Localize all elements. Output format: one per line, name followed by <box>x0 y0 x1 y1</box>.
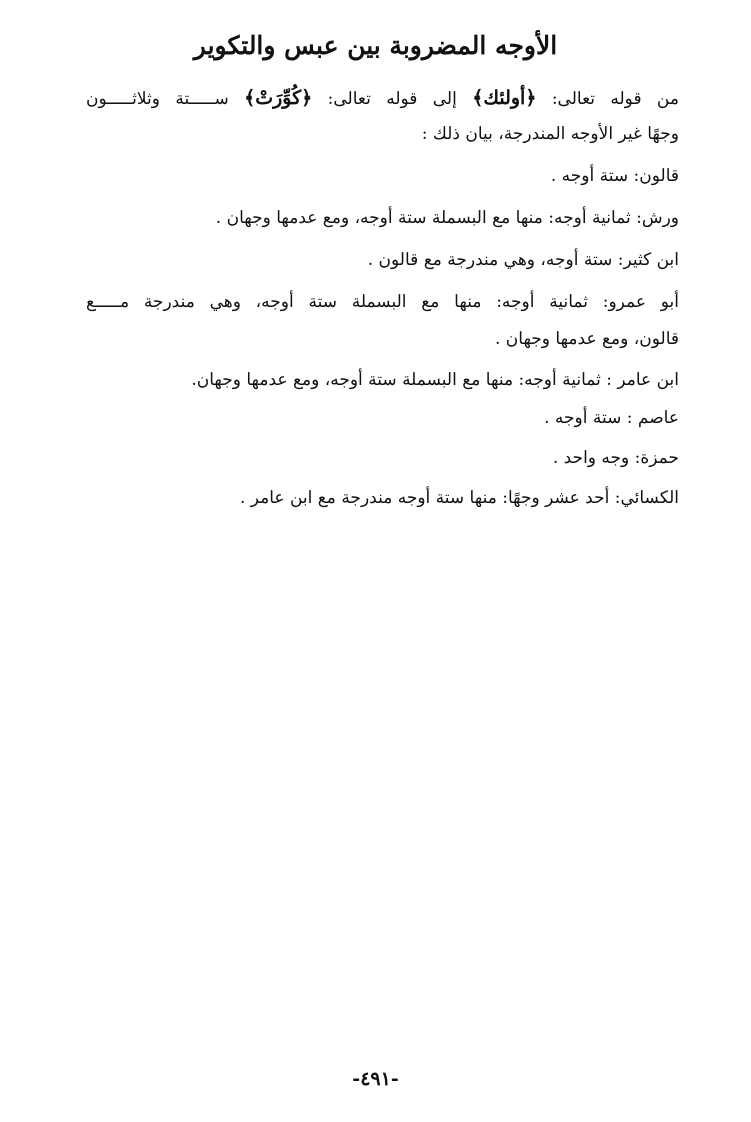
text-line-ibn-amir: ابن عامر : ثمانية أوجه: منها مع البسملة ستة أوجه، ومع عدمها وجهان. <box>191 370 679 390</box>
intro-text-part-2: إلى قوله تعالى: <box>312 89 473 109</box>
intro-text-part-3: ســـــتة وثلاثـــــون <box>86 89 245 109</box>
intro-line-2: وجهًا غير الأوجه المندرجة، بيان ذلك : <box>421 124 679 144</box>
page-number: -٤٩١- <box>352 1068 399 1090</box>
quran-word-2: ﴿كُوِّرَتْ﴾ <box>244 87 313 109</box>
text-line-qalun: قالون: ستة أوجه . <box>550 166 679 186</box>
text-line-kisai: الكسائي: أحد عشر وجهًا: منها ستة أوجه مندرجة مع ابن عامر . <box>239 488 679 508</box>
intro-line-1 <box>86 84 679 113</box>
text-line-asim: عاصم : ستة أوجه . <box>544 408 679 428</box>
text-line-warsh: ورش: ثمانية أوجه: منها مع البسملة ستة أوجه، ومع عدمها وجهان . <box>215 208 679 228</box>
intro-text-part-1: من قوله تعالى: <box>536 89 679 109</box>
text-line-abu-amr: أبو عمرو: ثمانية أوجه: منها مع البسملة ستة أوجه، وهي مندرجة مـــــع <box>86 292 679 312</box>
text-line-ibn-kathir: ابن كثير: ستة أوجه، وهي مندرجة مع قالون . <box>367 250 679 270</box>
text-line-abu-amr-continued: قالون، ومع عدمها وجهان . <box>494 329 679 349</box>
quran-word-1: ﴿أولئك﴾ <box>472 87 537 109</box>
text-line-hamza: حمزة: وجه واحد . <box>552 448 679 468</box>
page-title: الأوجه المضروبة بين عبس والتكوير <box>193 31 558 60</box>
